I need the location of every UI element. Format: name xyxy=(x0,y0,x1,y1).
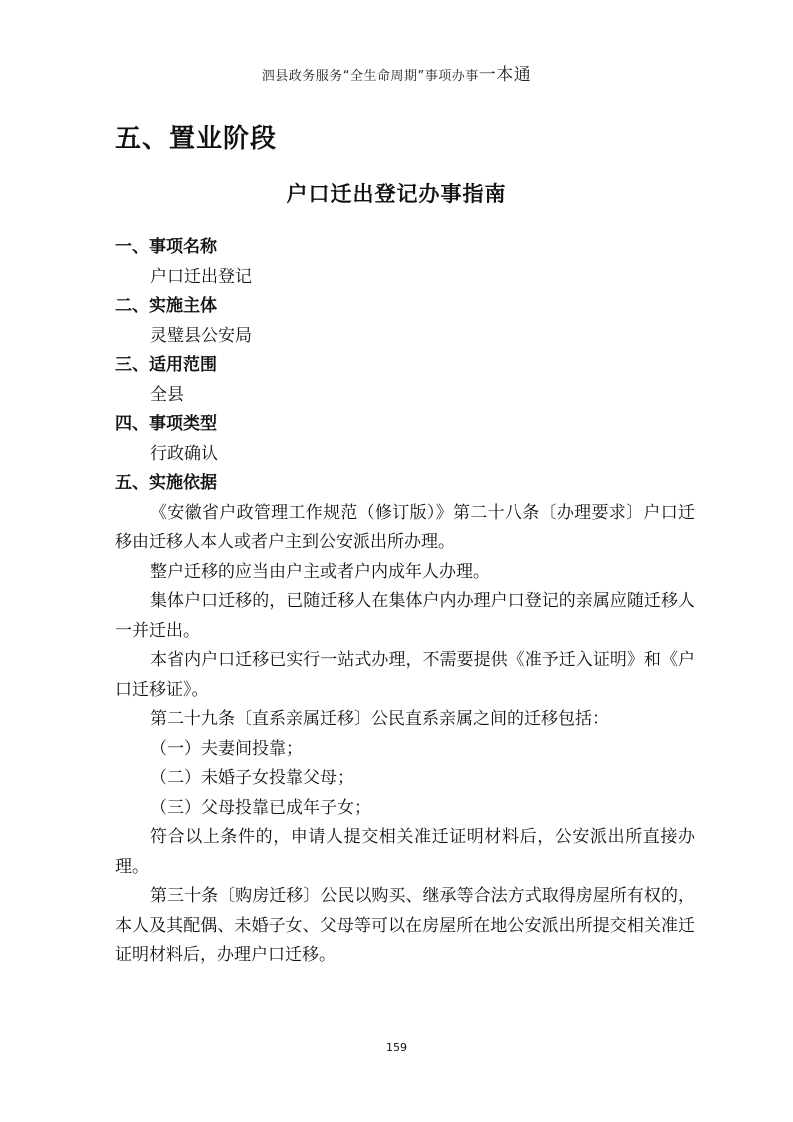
header-prefix: 泗县政务服务“全生命周期”事项办事 xyxy=(261,69,479,84)
paragraph: 集体户口迁移的，已随迁移人在集体户内办理户口登记的亲属应随迁移人一并迁出。 xyxy=(115,591,695,641)
section-item-name xyxy=(115,233,695,292)
paragraph: 整户迁移的应当由户主或者户内成年人办理。 xyxy=(150,561,490,582)
list-item: （二）未婚子女投靠父母； xyxy=(150,768,354,788)
section-heading: 四、事项类型 xyxy=(115,414,217,434)
paragraph: 符合以上条件的，申请人提交相关准迁证明材料后，公安派出所直接办理。 xyxy=(115,827,695,877)
section-heading: 三、适用范围 xyxy=(115,355,217,375)
paragraph: 《安徽省户政管理工作规范（修订版）》第二十八条〔办理要求〕户口迁移由迁移人本人或者户主到公安派出所办理。 xyxy=(115,502,695,552)
section-heading: 五、实施依据 xyxy=(115,473,217,493)
paragraph: 本省内户口迁移已实行一站式办理，不需要提供《准予迁入证明》和《户口迁移证》。 xyxy=(115,650,695,700)
section-scope xyxy=(115,351,695,410)
page-header xyxy=(0,60,793,85)
list-item: （一）夫妻间投靠； xyxy=(150,738,303,759)
section-body: 行政确认 xyxy=(150,443,218,464)
document-title: 户口迁出登记办事指南 xyxy=(286,182,507,206)
section-authority xyxy=(115,292,695,351)
section-body: 户口迁出登记 xyxy=(150,266,252,287)
section-body: 灵璧县公安局 xyxy=(150,325,252,346)
paragraph: 第三十条〔购房迁移〕公民以购买、继承等合法方式取得房屋所有权的，本人及其配偶、未婚子女、父母等可以在房屋所在地公安派出所提交相关准迁证明材料后，办理户口迁移。 xyxy=(115,886,695,965)
section-type xyxy=(115,410,695,469)
section-basis xyxy=(115,469,695,971)
page-number: 159 xyxy=(386,1041,407,1054)
paragraph: 第二十九条〔直系亲属迁移〕公民直系亲属之间的迁移包括： xyxy=(150,709,609,729)
section-body: 全县 xyxy=(150,384,184,405)
section-heading: 一、事项名称 xyxy=(115,237,217,257)
document-body xyxy=(115,233,695,971)
section-heading: 二、实施主体 xyxy=(115,296,217,316)
list-item: （三）父母投靠已成年子女； xyxy=(150,797,371,818)
header-suffix: 一本通 xyxy=(478,65,532,85)
chapter-title: 五、置业阶段 xyxy=(115,124,278,154)
